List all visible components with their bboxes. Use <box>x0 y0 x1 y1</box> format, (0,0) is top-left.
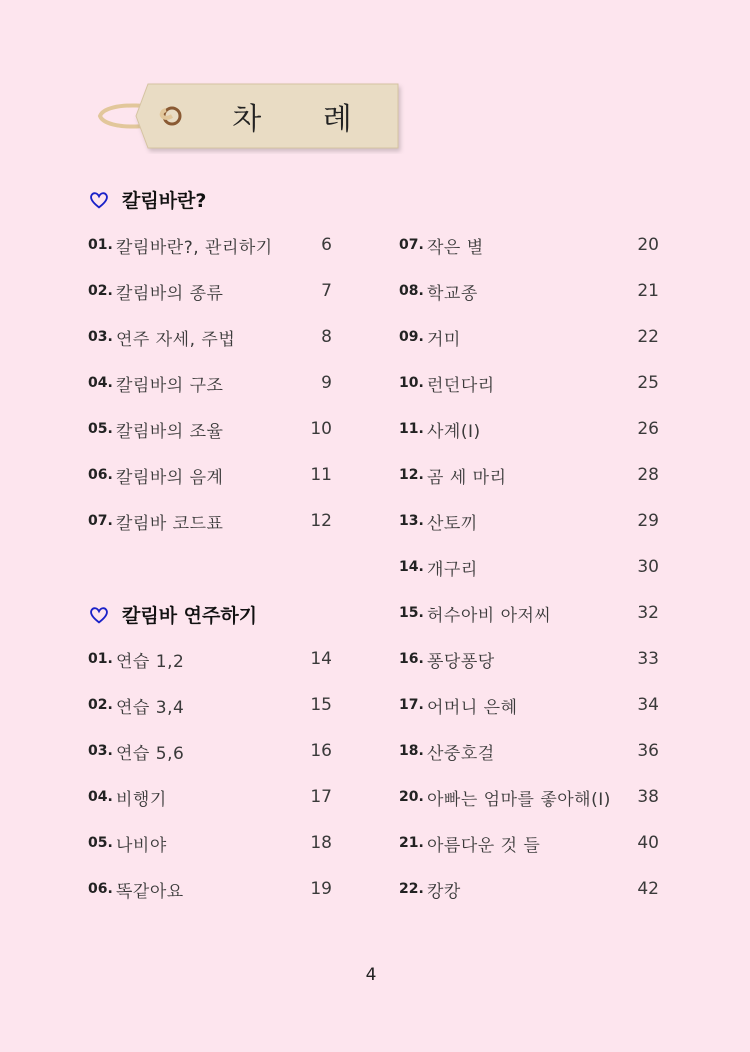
toc-entry[interactable] <box>88 829 332 857</box>
entry-number: 05. <box>88 421 113 437</box>
entry-title: 연습 5,6 <box>116 743 185 764</box>
entry-number: 18. <box>399 743 424 759</box>
entry-number: 13. <box>399 513 424 529</box>
toc-entry[interactable] <box>399 553 659 581</box>
section-heading-playing <box>88 601 257 628</box>
entry-title: 연습 3,4 <box>116 697 185 718</box>
entry-page: 22 <box>637 327 659 347</box>
toc-entry[interactable] <box>88 461 332 489</box>
entry-page: 18 <box>310 833 332 853</box>
entry-title: 연습 1,2 <box>116 651 185 672</box>
entry-number: 01. <box>88 651 113 667</box>
entry-number: 09. <box>399 329 424 345</box>
entry-number: 02. <box>88 697 113 713</box>
entry-title: 허수아비 아저씨 <box>427 605 552 626</box>
entry-title: 어머니 은혜 <box>427 697 518 718</box>
toc-entry[interactable] <box>399 599 659 627</box>
entry-number: 22. <box>399 881 424 897</box>
toc-entry[interactable] <box>399 737 659 765</box>
entry-number: 16. <box>399 651 424 667</box>
entry-page: 42 <box>637 879 659 899</box>
entry-page: 15 <box>310 695 332 715</box>
entry-number: 15. <box>399 605 424 621</box>
entry-number: 04. <box>88 375 113 391</box>
entry-page: 40 <box>637 833 659 853</box>
toc-entry[interactable] <box>399 829 659 857</box>
entry-page: 30 <box>637 557 659 577</box>
entry-title: 개구리 <box>427 559 478 580</box>
entry-page: 36 <box>637 741 659 761</box>
entry-title: 똑같아요 <box>116 881 184 902</box>
section-heading-intro <box>88 186 206 213</box>
entry-page: 34 <box>637 695 659 715</box>
toc-entry[interactable] <box>88 323 332 351</box>
entry-page: 32 <box>637 603 659 623</box>
entry-title: 캉캉 <box>427 881 461 902</box>
entry-page: 16 <box>310 741 332 761</box>
entry-title: 칼림바의 음계 <box>116 467 224 488</box>
entry-number: 01. <box>88 237 113 253</box>
toc-entry[interactable] <box>88 875 332 903</box>
toc-entry[interactable] <box>399 369 659 397</box>
entry-title: 칼림바 코드표 <box>116 513 224 534</box>
toc-entry[interactable] <box>399 691 659 719</box>
entry-title: 곰 세 마리 <box>427 467 507 488</box>
entry-page: 8 <box>321 327 332 347</box>
toc-entry[interactable] <box>88 415 332 443</box>
toc-entry[interactable] <box>88 369 332 397</box>
entry-title: 칼림바의 조율 <box>116 421 224 442</box>
entry-number: 06. <box>88 881 113 897</box>
entry-number: 03. <box>88 329 113 345</box>
entry-page: 21 <box>637 281 659 301</box>
entry-page: 33 <box>637 649 659 669</box>
page-number: 4 <box>365 965 377 985</box>
entry-page: 29 <box>637 511 659 531</box>
toc-entry[interactable] <box>399 461 659 489</box>
entry-page: 38 <box>637 787 659 807</box>
entry-number: 07. <box>88 513 113 529</box>
entry-title: 산토끼 <box>427 513 478 534</box>
entry-number: 03. <box>88 743 113 759</box>
entry-title: 칼림바의 종류 <box>116 283 224 304</box>
entry-number: 10. <box>399 375 424 391</box>
toc-entry[interactable] <box>399 645 659 673</box>
entry-title: 아빠는 엄마를 좋아해(Ⅰ) <box>427 789 611 810</box>
entry-number: 14. <box>399 559 424 575</box>
entry-title: 런던다리 <box>427 375 495 396</box>
entry-page: 11 <box>310 465 332 485</box>
entry-page: 19 <box>310 879 332 899</box>
toc-entry[interactable] <box>399 231 659 259</box>
entry-title: 칼림바의 구조 <box>116 375 224 396</box>
entry-title: 칼림바란?, 관리하기 <box>116 237 273 258</box>
entry-number: 04. <box>88 789 113 805</box>
page-title: 차 례 <box>232 102 378 137</box>
toc-entry[interactable] <box>399 415 659 443</box>
entry-page: 26 <box>637 419 659 439</box>
toc-entry[interactable] <box>88 783 332 811</box>
section-heading-label: 칼림바란? <box>122 190 207 212</box>
toc-entry[interactable] <box>399 507 659 535</box>
entry-number: 17. <box>399 697 424 713</box>
entry-number: 07. <box>399 237 424 253</box>
entry-page: 10 <box>310 419 332 439</box>
toc-entry[interactable] <box>88 645 332 673</box>
entry-title: 나비야 <box>116 835 167 856</box>
entry-page: 14 <box>310 649 332 669</box>
toc-entry[interactable] <box>88 231 332 259</box>
heart-icon <box>88 189 110 211</box>
toc-entry[interactable] <box>88 507 332 535</box>
entry-page: 9 <box>321 373 332 393</box>
toc-entry[interactable] <box>88 691 332 719</box>
entry-page: 17 <box>310 787 332 807</box>
entry-number: 11. <box>399 421 424 437</box>
entry-number: 02. <box>88 283 113 299</box>
entry-page: 6 <box>321 235 332 255</box>
entry-title: 거미 <box>427 329 461 350</box>
toc-entry[interactable] <box>399 323 659 351</box>
entry-title: 학교종 <box>427 283 478 304</box>
heart-icon <box>88 604 110 626</box>
entry-title: 비행기 <box>116 789 167 810</box>
entry-title: 연주 자세, 주법 <box>116 329 236 350</box>
entry-number: 05. <box>88 835 113 851</box>
toc-entry[interactable] <box>399 783 659 811</box>
entry-page: 20 <box>637 235 659 255</box>
entry-number: 20. <box>399 789 424 805</box>
entry-page: 25 <box>637 373 659 393</box>
entry-title: 작은 별 <box>427 237 484 258</box>
entry-number: 08. <box>399 283 424 299</box>
entry-number: 21. <box>399 835 424 851</box>
entry-page: 12 <box>310 511 332 531</box>
entry-title: 사계(Ⅰ) <box>427 421 481 442</box>
toc-entry[interactable] <box>88 737 332 765</box>
entry-number: 06. <box>88 467 113 483</box>
entry-page: 7 <box>321 281 332 301</box>
section-heading-label: 칼림바 연주하기 <box>122 605 258 627</box>
toc-entry[interactable] <box>399 277 659 305</box>
toc-entry[interactable] <box>88 277 332 305</box>
entry-page: 28 <box>637 465 659 485</box>
toc-entry[interactable] <box>399 875 659 903</box>
entry-title: 산중호걸 <box>427 743 495 764</box>
entry-title: 아름다운 것 들 <box>427 835 541 856</box>
entry-number: 12. <box>399 467 424 483</box>
entry-title: 퐁당퐁당 <box>427 651 495 672</box>
